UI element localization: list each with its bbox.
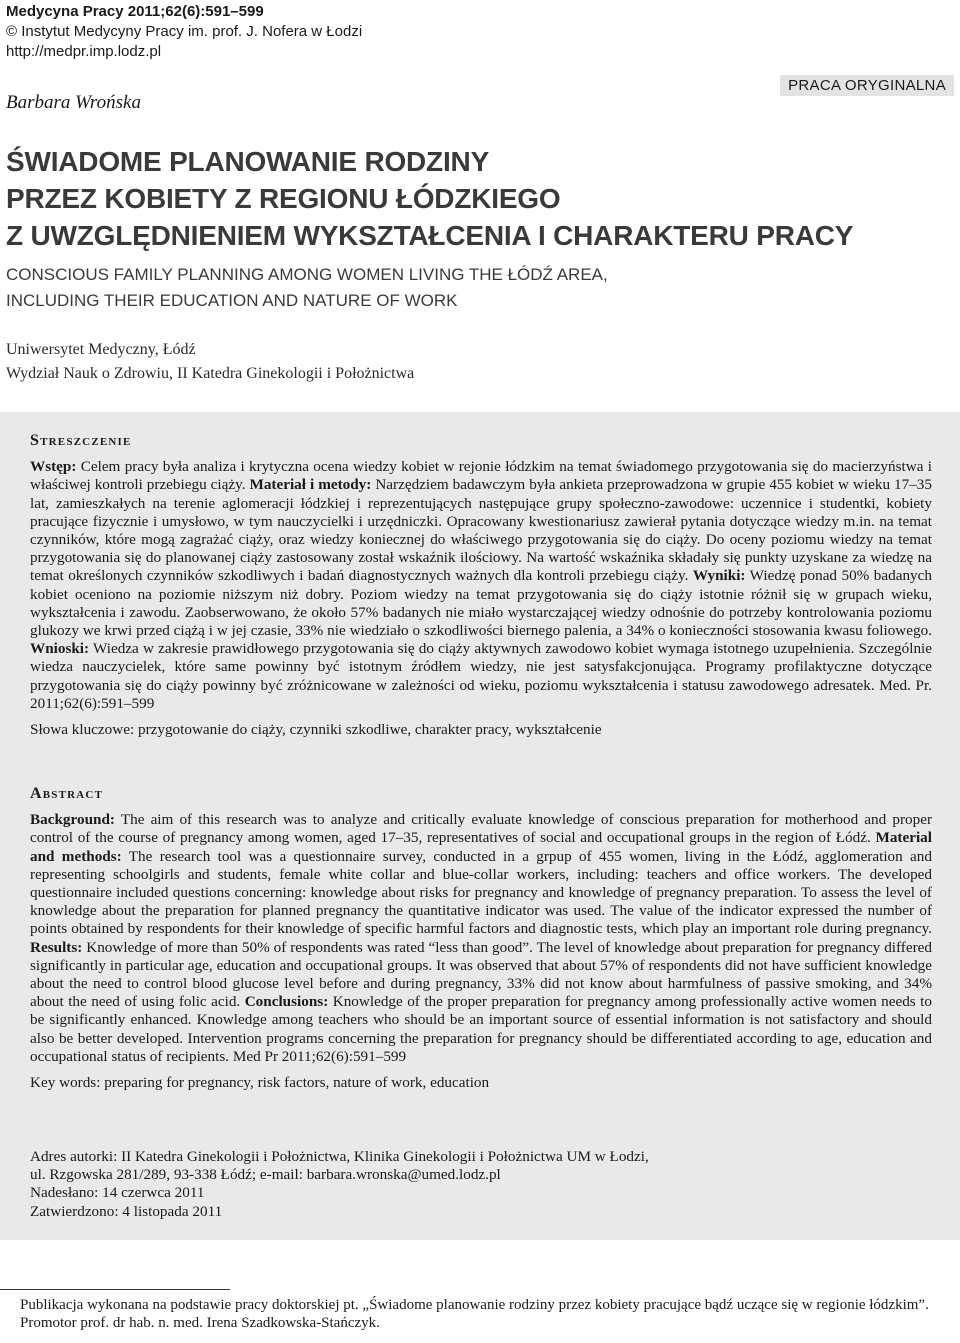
journal-header <box>6 2 362 62</box>
text-wnioski: Wiedza w zakresie prawidłowego przygotowania się do ciąży aktywnych zawodowo kobiet wymaga istotnego uzupełnienia. Szczególnie wiedza nauczycielek, które same powinny być istotnym źródłem wiedzy, nie jest satysfakcjonująca. Programy profilaktyczne dotyczące przygotowania się do ciąży powinny być zróżnicowane w zależności od wieku, poziomu wykształcenia i statusu zawodowego adresatek. Med. Pr. 2011;62(6):591–599 <box>30 640 932 712</box>
contact-block <box>30 1148 932 1221</box>
received-date: Nadesłano: 14 czerwca 2011 <box>30 1184 205 1202</box>
text-methods: The research tool was a questionnaire survey, conducted in a grpup of 455 women, living in the Łódź, agglomeration and representing schoolgirls and students, female white collar and blue-collar workers, including: teachers and office workers. The developed questionnaire included questions concerning: knowledge about risks for pregnancy and knowledge of pregnancy preparation. To assess the level of knowledge about the preparation for planned pregnancy the quantitative indicator was used. The value of the indicator expressed the number of points obtained by respondents for their knowledge of specific harmful factors and diagnostic tests, which play an important role during pregnancy. <box>30 847 932 938</box>
title-polish <box>6 143 956 254</box>
label-wnioski: Wnioski: <box>30 640 90 658</box>
text-wstep: Celem pracy była analiza i krytyczna ocena wiedzy kobiet w rejonie łódzkim na temat świadomego przygotowania się do macierzyństwa i właściwej kontroli przebiegu ciąży. <box>30 458 932 494</box>
label-background: Background: <box>30 811 115 829</box>
streszczenie-section <box>30 432 932 739</box>
label-methods: Material and methods: <box>30 829 932 865</box>
text-conclusions: Knowledge of the proper preparation for pregnancy among professionally active women needs to be significantly enhanced. Knowledge among teachers who should be an important source of essential information is not satisfactory and should also be better developed. Intervention programs concerning the preparation for pregnancy should be differentiated according to age, education and occupational status of recipients. Med Pr 2011;62(6):591–599 <box>30 993 932 1065</box>
title-pl-line: PRZEZ KOBIETY Z REGIONU ŁÓDZKIEGO <box>6 183 561 214</box>
title-en-line: INCLUDING THEIR EDUCATION AND NATURE OF WORK <box>6 291 458 310</box>
affiliation-line: Wydział Nauk o Zdrowiu, II Katedra Ginekologii i Położnictwa <box>6 365 415 382</box>
title-pl-line: Z UWZGLĘDNIENIEM WYKSZTAŁCENIA I CHARAKTERU PRACY <box>6 220 854 251</box>
abstract-body <box>30 811 932 1066</box>
journal-url[interactable]: http://medpr.imp.lodz.pl <box>6 43 162 60</box>
label-wstep: Wstęp: <box>30 458 77 476</box>
text-background: The aim of this research was to analyze and critically evaluate knowledge of conscious preparation for motherhood and proper control of the course of pregnancy among women, aged 17–35, representatives of social and occupational groups in the region of Łódź. <box>30 811 932 847</box>
label-material: Materiał i metody: <box>249 476 372 494</box>
affiliation <box>6 338 414 386</box>
abstract-section <box>30 785 932 1092</box>
streszczenie-heading: Streszczenie <box>30 432 132 449</box>
text-material: Narzędziem badawczym była ankieta przeprowadzona w grupie 455 kobiet w wieku 17–35 lat, zamieszkałych na terenie aglomeracji łódzkiej i reprezentujących następujące grupy społeczno-zawodowe: uczennice i studentki, kobiety pracujące fizycznie i umysłowo, w tym nauczycielki i urzędniczki. Opracowany kwestionariusz zawierał pytania dotyczące wiedzy m.in. na temat czynników, które mogą zagrażać ciąży, oraz wiedzy koniecznej do właściwego przygotowania się do ciąży. Do oceny poziomu wiedzy na temat przygotowania się do planowanej ciąży zastosowany został wskaźnik ilościowy. Na wartość wskaźnika składały się punkty uzyskane za wiedzę na temat określonych czynników szkodliwych i badań diagnostycznych ważnych dla kontroli przebiegu ciąży. <box>30 476 932 585</box>
footnote-rule <box>0 1289 230 1290</box>
author-name: Barbara Wrońska <box>6 92 141 113</box>
approved-date: Zatwierdzono: 4 listopada 2011 <box>30 1202 223 1220</box>
article-type-badge: PRACA ORYGINALNA <box>780 75 954 96</box>
footnote-text: Publikacja wykonana na podstawie pracy doktorskiej pt. „Świadome planowanie rodziny przez kobiety pracujące bądź uczące się w regionie łódzkim”. Promotor prof. dr hab. n. med. Irena Szadkowska-Stańczyk. <box>20 1297 929 1331</box>
title-english <box>6 262 956 314</box>
affiliation-line: Uniwersytet Medyczny, Łódź <box>6 341 196 358</box>
contact-address-line: ul. Rzgowska 281/289, 93-338 Łódź; e-mail: barbara.wronska@umed.lodz.pl <box>30 1166 501 1184</box>
footnote <box>0 1296 960 1332</box>
text-results: Knowledge of more than 50% of respondents was rated “less than good”. The level of knowledge about preparation for pregnancy differed significantly in particular age, education and occupational groups. It was observed that about 57% of respondents did not have sufficient knowledge about the need to control blood glucose level before and during pregnancy, 33% did not know about harmfulness of passive smoking, and 34% about the need of using folic acid. <box>30 938 932 1011</box>
keywords-en: Key words: preparing for pregnancy, risk factors, nature of work, education <box>30 1074 490 1092</box>
streszczenie-body <box>30 458 932 713</box>
keywords-pl: Słowa kluczowe: przygotowanie do ciąży, czynniki szkodliwe, charakter pracy, wykształcenie <box>30 721 602 739</box>
title-pl-line: ŚWIADOME PLANOWANIE RODZINY <box>6 146 490 177</box>
label-wyniki: Wyniki: <box>692 567 746 585</box>
contact-address-line: Adres autorki: II Katedra Ginekologii i Położnictwa, Klinika Ginekologii i Położnictwa UM w Łodzi, <box>30 1148 649 1165</box>
journal-citation: Medycyna Pracy 2011;62(6):591–599 <box>6 3 264 20</box>
title-en-line: CONSCIOUS FAMILY PLANNING AMONG WOMEN LIVING THE ŁÓDŹ AREA, <box>6 265 608 284</box>
label-conclusions: Conclusions: <box>244 993 329 1011</box>
copyright-line: © Instytut Medycyny Pracy im. prof. J. Nofera w Łodzi <box>6 23 363 40</box>
label-results: Results: <box>30 938 83 956</box>
text-wyniki: Wiedzę ponad 50% badanych kobiet oceniono na poziomie niższym niż dobry. Poziom wiedzy na temat przygotowania się do ciąży istotnie różnił się w grupach wieku, wykształcenia i zawodu. Zaobserwowano, że około 57% badanych nie miało wystarczającej wiedzy odnośnie do potrzeby kontrolowania poziomu glukozy we krwi przed ciążą i w jej czasie, 33% nie wiedziało o szkodliwości biernego palenia, a 34% o konieczności stosowania kwasu foliowego. <box>30 567 932 640</box>
abstract-heading: Abstract <box>30 785 104 802</box>
